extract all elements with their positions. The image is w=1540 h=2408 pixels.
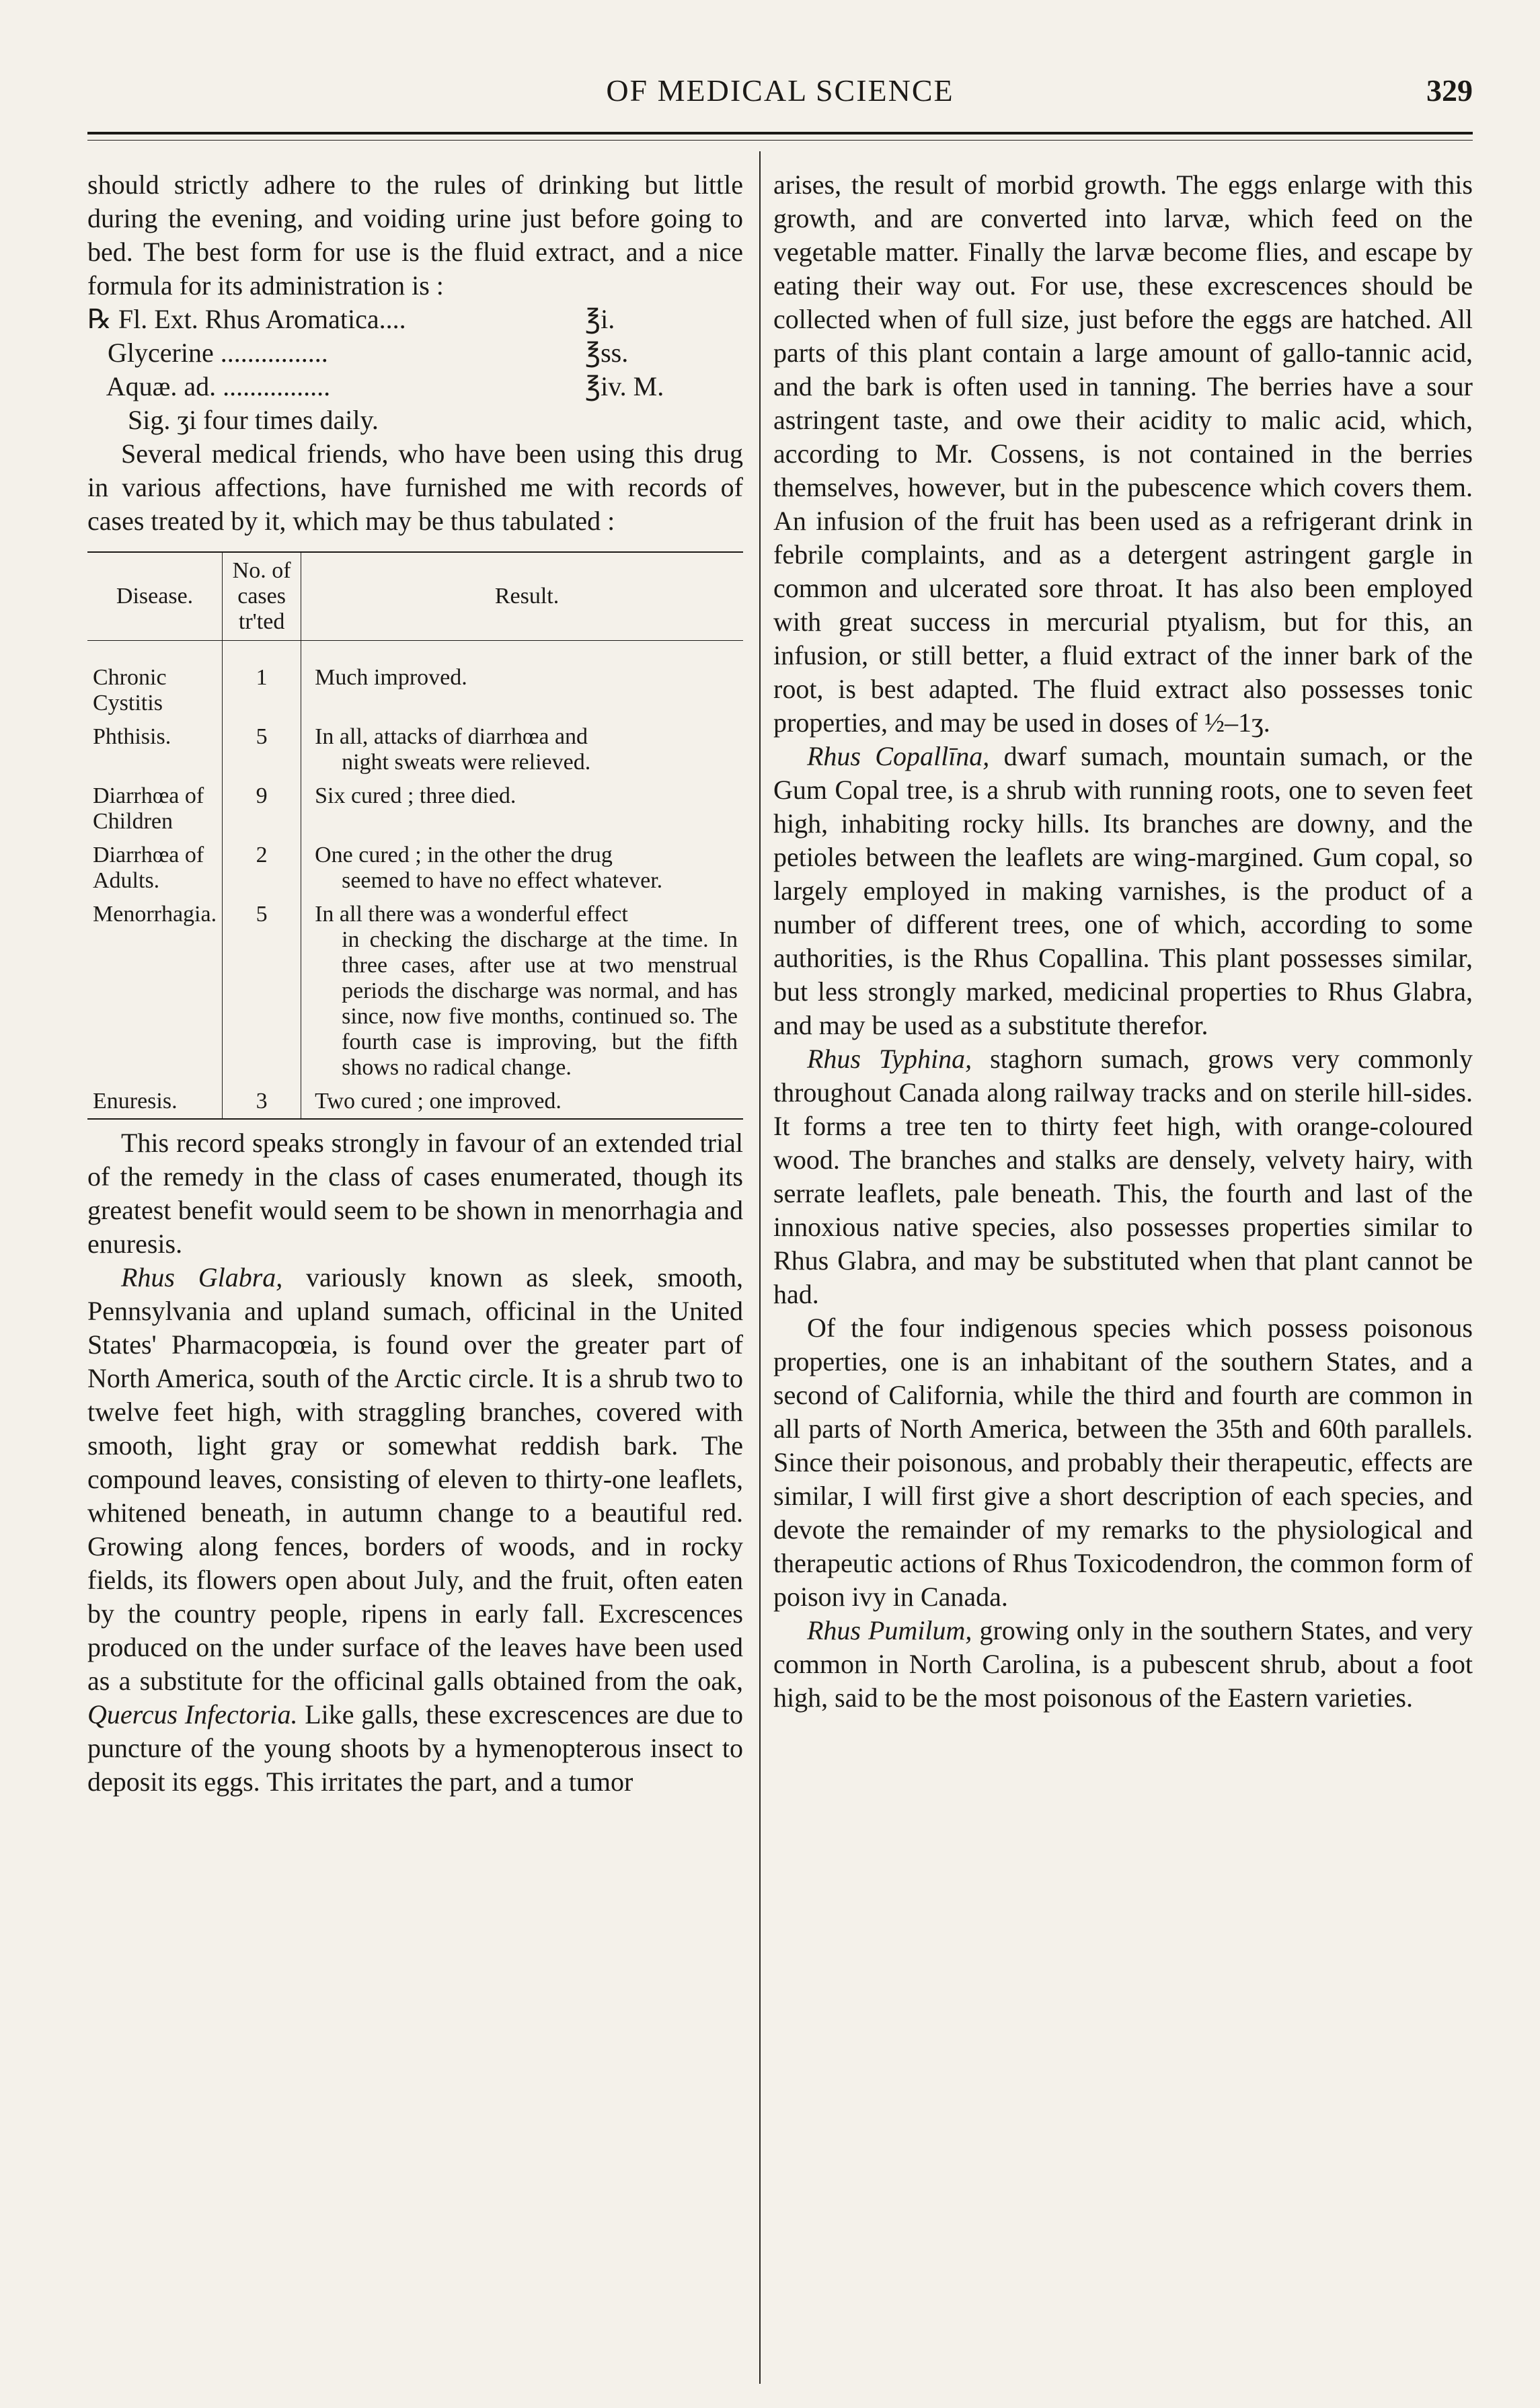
disease-cell: Menorrhagia. — [87, 898, 223, 1085]
formula-qty: ℥i. — [585, 304, 615, 334]
result-cell — [301, 839, 743, 898]
table-header-row — [87, 552, 743, 641]
result-cell — [301, 720, 743, 779]
count-cell: 1 — [223, 661, 301, 720]
result-cell — [301, 661, 743, 720]
count-cell: 2 — [223, 839, 301, 898]
header-count: No. of cases tr'ted — [223, 552, 301, 641]
disease-cell: Enuresis. — [87, 1085, 223, 1119]
paragraph: This record speaks strongly in favour of an extended trial of the remedy in the class of cases enumerated, though its greatest benefit would seem to be shown in menorrhagia and enuresis. — [87, 1128, 743, 1259]
species-name: Rhus Typhina, — [807, 1044, 972, 1074]
paragraph — [773, 1042, 1473, 1311]
result-text: Two cured ; one improved. — [315, 1089, 562, 1114]
species-name: Rhus Copallīna, — [807, 741, 990, 771]
paragraph-text: variously known as sleek, smooth, Pennsylvania and upland sumach, officinal in the United States' Pharmacopœia, is found over the greater part of North America, south of the Arctic circle. It is a shrub two to twelve feet high, with straggling branches, covered with smooth, light gray or somewhat reddish bark. The compound leaves, consisting of eleven to thirty-one leaflets, whitened beneath, in autumn change to a beautiful red. Growing along fences, borders of woods, and in rocky fields, its flowers open about July, and the fruit, often eaten by the country people, ripens in early fall. Excrescences produced on the under surface of the leaves have been used as a substitute for the officinal galls obtained from the oak, — [87, 1262, 743, 1696]
result-cell — [301, 779, 743, 839]
header-rule — [87, 132, 1473, 134]
page-number: 329 — [1426, 73, 1473, 108]
disease-cell: Diarrhœa of Children — [87, 779, 223, 839]
disease-cell: Diarrhœa of Adults. — [87, 839, 223, 898]
page-header — [87, 73, 1473, 120]
result-text: Much improved. — [315, 665, 467, 690]
result-text: One cured ; in the other the drug — [315, 843, 613, 867]
header-result: Result. — [301, 552, 743, 641]
formula-qty: ℥ss. — [585, 338, 629, 368]
cases-table — [87, 551, 743, 1120]
paragraph — [773, 740, 1473, 1042]
species-name: Rhus Glabra, — [121, 1262, 283, 1292]
paragraph — [773, 1614, 1473, 1715]
paragraph-text: dwarf sumach, mountain sumach, or the Gum Copal tree, is a shrub with running roots, one to seven feet high, inhabiting rocky hills. Its branches are downy, and the petioles between the leaflets are wing-margined. Gum copal, so largely employed in making varnishes, is the product of a number of different trees, one of which, according to some authorities, is the Rhus Copallina. This plant possesses similar, but less strongly marked, medicinal properties to Rhus Glabra, and may be used as a substitute therefor. — [773, 741, 1473, 1040]
result-text: In all there was a wonderful effect — [315, 902, 628, 927]
table-row — [87, 779, 743, 839]
running-head: OF MEDICAL SCIENCE — [606, 73, 954, 108]
table-row — [87, 839, 743, 898]
column-divider — [759, 151, 761, 2384]
paragraph: arises, the result of morbid growth. The eggs enlarge with this growth, and are converted into larvæ, which feed on the vegetable matter. Finally the larvæ become flies, and escape by eating their way out. For use, these excrescences should be collected when of full size, just before the eggs are hatched. All parts of this plant contain a large amount of gallo-tannic acid, and the bark is often used in tanning. The berries have a sour astringent taste, and owe their acidity to malic acid, which, according to Mr. Cossens, is not contained in the berries themselves, however, but in the pubescence which covers them. An infusion of the fruit has been used as a refrigerant drink in febrile complaints, and as a detergent astringent gargle in common and ulcerated sore throat. It has also been employed with great success in mercurial ptyalism, but for this, an infusion, or still better, a fluid extract of the inner bark of the root, is best adapted. The fluid extract also possesses tonic properties, and may be used in doses of ½–1ʒ. — [773, 169, 1473, 738]
paragraph: should strictly adhere to the rules of drinking but little during the evening, and voiding urine just before going to bed. The best form for use is the fluid extract, and a nice formula for its administration is : — [87, 169, 743, 301]
disease-cell: Phthisis. — [87, 720, 223, 779]
result-text: Six cured ; three died. — [315, 783, 516, 808]
prescription-formula — [87, 303, 743, 437]
result-cont: night sweats were relieved. — [342, 750, 591, 775]
right-column — [773, 168, 1473, 1715]
paragraph — [87, 1261, 743, 1799]
result-text: In all, attacks of diarrhœa and — [315, 724, 588, 749]
formula-drug: ℞ Fl. Ext. Rhus Aromatica.... — [87, 304, 406, 334]
result-cont: in checking the discharge at the time. In three cases, after use at two menstrual periods the discharge was normal, and has since, now five months, continued so. The fourth case is improving, but the fifth shows no radical change. — [342, 927, 738, 1080]
paragraph: Several medical friends, who have been using this drug in various affections, have furnished me with records of cases treated by it, which may be thus tabulated : — [87, 438, 743, 536]
count-cell: 3 — [223, 1085, 301, 1119]
formula-row — [87, 303, 743, 336]
count-cell: 5 — [223, 898, 301, 1085]
paragraph-text: staghorn sumach, grows very commonly throughout Canada along railway tracks and on sterile hill-sides. It forms a tree ten to thirty feet high, with orange-coloured wood. The branches and stalks are densely, velvety hairy, with serrate leaflets, pale beneath. This, the fourth and last of the innoxious native species, also possesses properties similar to Rhus Glabra, and may be substituted when that plant cannot be had. — [773, 1044, 1473, 1309]
formula-drug: Aquæ. ad. ................ — [87, 371, 331, 401]
header-disease: Disease. — [87, 552, 223, 641]
result-cell — [301, 898, 743, 1085]
formula-qty: ℥iv. M. — [585, 371, 664, 401]
count-cell: 5 — [223, 720, 301, 779]
species-name: Quercus Infectoria. — [87, 1699, 298, 1730]
result-cell — [301, 1085, 743, 1119]
formula-drug: Glycerine ................ — [87, 338, 328, 368]
disease-cell: Chronic Cystitis — [87, 661, 223, 720]
header-rule-thin — [87, 140, 1473, 141]
paragraph-text: growing only in the southern States, and very common in North Carolina, is a pubescent shrub, about a foot high, said to be the most poisonous of the Eastern varieties. — [773, 1615, 1473, 1713]
formula-row — [87, 370, 743, 403]
left-column — [87, 168, 743, 1799]
result-cont: seemed to have no effect whatever. — [342, 868, 663, 893]
count-cell: 9 — [223, 779, 301, 839]
formula-sig: Sig. ʒi four times daily. — [128, 405, 379, 435]
table-row — [87, 720, 743, 779]
species-name: Rhus Pumilum, — [807, 1615, 972, 1645]
table-row — [87, 1085, 743, 1119]
formula-row — [87, 336, 743, 370]
table-row — [87, 898, 743, 1085]
paragraph-text: Like galls, these excrescences are due to puncture of the young shoots by a hymenopterous insect to deposit its eggs. This irritates the part, and a tumor — [87, 1699, 743, 1797]
paragraph: Of the four indigenous species which possess poisonous properties, one is an inhabitant of the southern States, and a second of California, while the third and fourth are common in all parts of North America, between the 35th and 60th parallels. Since their poisonous, and probably their therapeutic, effects are similar, I will first give a short description of each species, and devote the remainder of my remarks to the physiological and therapeutic actions of Rhus Toxicodendron, the common form of poison ivy in Canada. — [773, 1313, 1473, 1612]
table-row — [87, 661, 743, 720]
